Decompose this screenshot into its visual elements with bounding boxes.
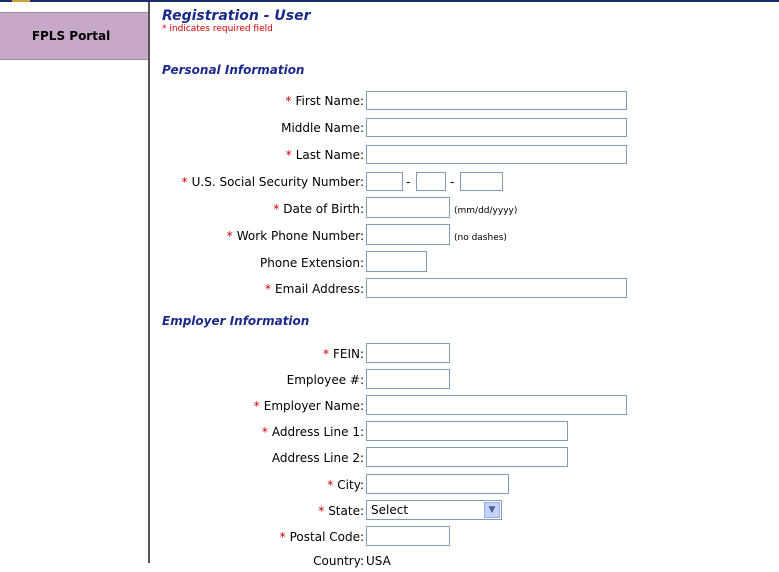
chevron-down-icon[interactable]: ▼ [484, 502, 500, 518]
page-title: Registration - User [162, 8, 311, 24]
address-line1-input[interactable] [366, 421, 568, 441]
sidebar-item-fpls-portal[interactable] [0, 12, 148, 60]
state-select[interactable] [366, 500, 502, 520]
postal-code-row [150, 526, 779, 547]
postal-code-input[interactable] [366, 526, 450, 546]
state-label: State: [328, 504, 364, 518]
required-marker: * [322, 347, 329, 361]
city-row [150, 474, 779, 495]
email-label: Email Address: [275, 282, 364, 296]
section-personal-information: Personal Information [162, 63, 305, 77]
ssn-separator: - [406, 175, 411, 189]
required-field-note: * indicates required field [162, 24, 273, 34]
ssn-part1-input[interactable] [366, 172, 403, 191]
section-employer-information: Employer Information [162, 314, 310, 328]
address-line2-row [150, 447, 779, 468]
required-marker: * [318, 504, 325, 518]
email-row [150, 278, 779, 299]
middle-name-input[interactable] [366, 118, 627, 137]
required-marker: * [265, 282, 272, 296]
fein-label: FEIN: [332, 347, 364, 361]
work-phone-format-hint: (no dashes) [454, 233, 507, 243]
address-line1-row [150, 421, 779, 442]
dob-label: Date of Birth: [283, 202, 364, 216]
last-name-row [150, 145, 779, 166]
required-marker: * [285, 148, 292, 162]
last-name-label: Last Name: [295, 148, 364, 162]
address-line1-label: Address Line 1: [271, 425, 364, 439]
fein-input[interactable] [366, 343, 450, 363]
required-marker: * [327, 478, 334, 492]
phone-extension-label: Phone Extension: [260, 256, 364, 270]
address-line2-input[interactable] [366, 447, 568, 467]
ssn-separator: - [450, 175, 455, 189]
employer-name-input[interactable] [366, 395, 627, 415]
country-label: Country: [313, 554, 364, 568]
first-name-label: First Name: [295, 94, 364, 108]
required-marker: * [181, 175, 188, 189]
work-phone-input[interactable] [366, 224, 450, 245]
dob-input[interactable] [366, 197, 450, 218]
ssn-label: U.S. Social Security Number: [191, 175, 364, 189]
required-marker: * [226, 229, 233, 243]
email-input[interactable] [366, 278, 627, 298]
employee-number-input[interactable] [366, 369, 450, 389]
work-phone-label: Work Phone Number: [236, 229, 364, 243]
country-value: USA [366, 554, 391, 568]
middle-name-label: Middle Name: [281, 121, 364, 135]
work-phone-row [150, 224, 779, 245]
address-line2-label: Address Line 2: [271, 451, 364, 465]
country-row [150, 551, 779, 572]
employee-number-label: Employee #: [286, 373, 364, 387]
phone-extension-row [150, 251, 779, 272]
state-selected-value: Select [371, 503, 409, 517]
required-marker: * [273, 202, 280, 216]
employee-number-row [150, 369, 779, 390]
required-marker: * [253, 399, 260, 413]
dob-row [150, 197, 779, 218]
employer-name-label: Employer Name: [263, 399, 364, 413]
sidebar-item-label: FPLS Portal [31, 29, 111, 43]
fein-row [150, 343, 779, 364]
city-input[interactable] [366, 474, 509, 494]
first-name-row [150, 91, 779, 112]
dob-format-hint: (mm/dd/yyyy) [454, 206, 518, 216]
ssn-part3-input[interactable] [460, 172, 503, 191]
state-row [150, 500, 779, 521]
employer-name-row [150, 395, 779, 416]
city-label: City: [337, 478, 364, 492]
required-marker: * [279, 530, 286, 544]
middle-name-row [150, 118, 779, 139]
phone-extension-input[interactable] [366, 251, 427, 272]
first-name-input[interactable] [366, 91, 627, 110]
last-name-input[interactable] [366, 145, 627, 164]
ssn-part2-input[interactable] [416, 172, 446, 191]
required-marker: * [261, 425, 268, 439]
ssn-row [150, 172, 779, 193]
postal-code-label: Postal Code: [289, 530, 364, 544]
registration-form [150, 2, 779, 568]
sidebar [0, 2, 149, 563]
required-marker: * [285, 94, 292, 108]
